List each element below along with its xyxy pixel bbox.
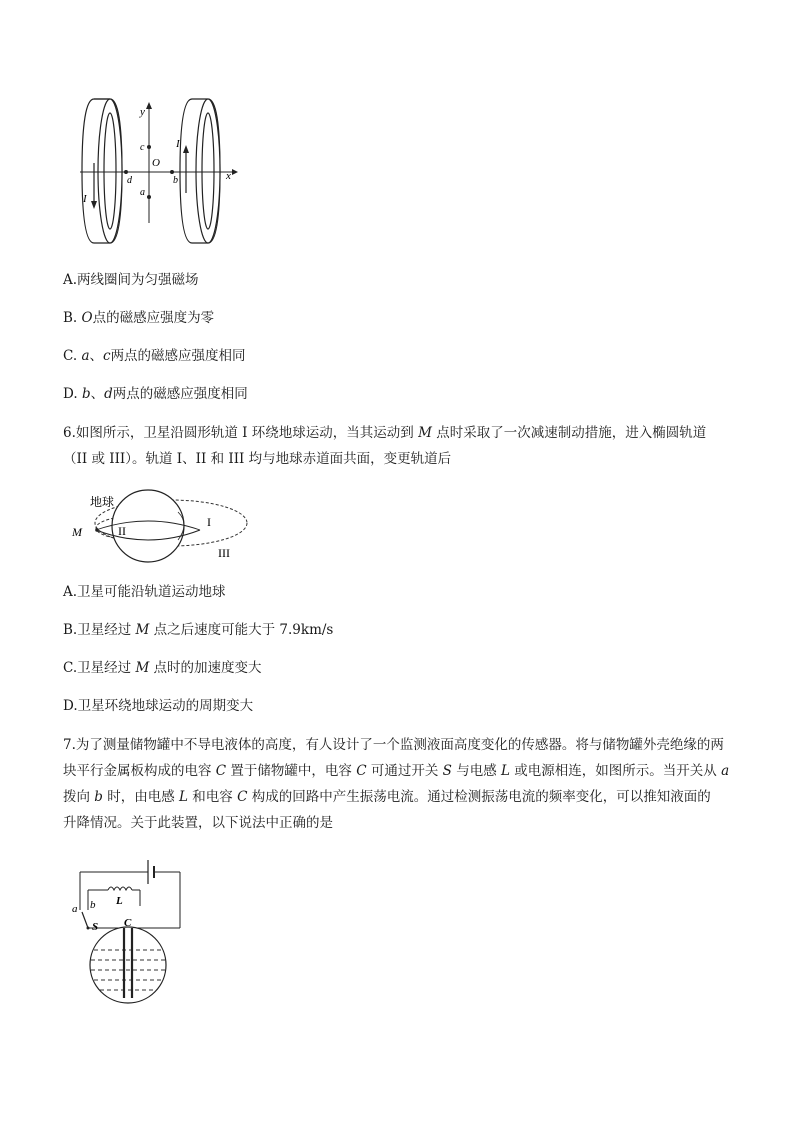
q6-s2: 点时采取了一次减速制动措施，进入椭圆轨道 [431, 425, 707, 441]
q7-l3e: 和电容 [188, 789, 238, 805]
q7-l2d: C [356, 763, 367, 779]
label-L: L [116, 895, 123, 907]
q7-l2b: C [215, 763, 227, 779]
q5-option-d-var1: b [81, 386, 91, 402]
q6-option-b-var: M [135, 622, 150, 638]
q5-option-b-var: O [81, 310, 93, 326]
q6-option-c-post: 点时的加速度变大 [149, 660, 262, 676]
q6-stem-line2: （II 或 III）。轨道 I、II 和 III 均与地球赤道面共面，变更轨道后 [63, 451, 452, 467]
label-y: y [140, 106, 145, 118]
label-S: S [92, 921, 99, 933]
point-d [124, 170, 128, 174]
label-orbit-I: I [207, 515, 211, 529]
q5-option-c-var2: c [103, 348, 111, 364]
q5-option-c [63, 346, 246, 366]
label-orbit-II: II [118, 524, 126, 538]
q5-option-b-prefix: B. [63, 310, 82, 326]
q7-stem [63, 732, 733, 836]
label-current-right: I [176, 138, 180, 150]
q6-stem [63, 420, 733, 472]
label-a: a [140, 187, 145, 198]
q7-l3f: C [237, 789, 248, 805]
q6-option-b [63, 620, 333, 640]
q5-option-d-text: 两点的磁感应强度相同 [112, 386, 248, 402]
q7-l2h: L [501, 763, 510, 779]
q5-option-d-sep: 、 [90, 386, 105, 402]
point-c [147, 145, 151, 149]
q7-l2j: a [721, 763, 730, 779]
coils-figure [80, 93, 250, 248]
q5-option-d [63, 384, 248, 404]
q5-option-c-text: 两点的磁感应强度相同 [110, 348, 246, 364]
switch-blade [82, 912, 88, 928]
q5-option-d-prefix: D. [63, 386, 82, 402]
q6-option-b-pre: B.卫星经过 [63, 622, 136, 638]
q5-option-b [63, 308, 214, 328]
inductor-coil [108, 887, 132, 890]
label-O: O [152, 157, 160, 169]
label-orbit-III: III [218, 546, 230, 560]
point-b [170, 170, 174, 174]
label-b: b [173, 175, 178, 186]
point-a [147, 195, 151, 199]
label-current-left: I [83, 193, 87, 205]
q6-v1: M [418, 425, 432, 441]
q5-option-c-prefix: C. [63, 348, 82, 364]
q5-option-c-sep: 、 [89, 348, 103, 364]
q6-s1: 6.如图所示，卫星沿圆形轨道 I 环绕地球运动，当其运动到 [63, 425, 419, 441]
q7-line1: 7.为了测量储物罐中不导电液体的高度，有人设计了一个监测液面高度变化的传感器。将与储物罐外壳绝缘的两 [63, 737, 724, 753]
label-earth: 地球 [90, 495, 115, 509]
q6-option-b-post: 点之后速度可能大于 7.9km/s [149, 622, 334, 638]
label-C: C [124, 917, 132, 929]
q6-option-a: A.卫星可能沿轨道运动地球 [63, 584, 226, 600]
q7-l2a: 块平行金属板构成的电容 [63, 763, 216, 779]
q7-l3a: 拨向 [63, 789, 95, 805]
q6-option-c-pre: C.卫星经过 [63, 660, 136, 676]
q6-option-d: D.卫星环绕地球运动的周期变大 [63, 698, 254, 714]
label-a: a [72, 903, 78, 915]
q5-option-b-text: 点的磁感应强度为零 [92, 310, 215, 326]
q7-line2 [63, 758, 733, 784]
label-c: c [140, 142, 145, 153]
q7-line4: 升降情况。关于此装置，以下说法中正确的是 [63, 815, 333, 831]
label-b: b [90, 899, 96, 911]
q5-option-d-var2: d [104, 386, 113, 402]
left-coil [82, 99, 122, 243]
q7-line3 [63, 784, 733, 810]
y-axis-arrow [146, 102, 152, 109]
q7-l3d: L [179, 789, 189, 805]
q7-l3g: 构成的回路中产生振荡电流。通过检测振荡电流的频率变化，可以推知液面的 [247, 789, 711, 805]
q6-option-c [63, 658, 262, 678]
q7-l3c: 时，由电感 [102, 789, 180, 805]
q5-option-c-var1: a [81, 348, 90, 364]
q5-option-a: A.两线圈间为匀强磁场 [63, 272, 199, 288]
lc-circuit-figure [68, 850, 188, 1005]
orbit-figure [66, 484, 256, 564]
q6-option-c-var: M [135, 660, 150, 676]
label-M: M [72, 525, 82, 539]
label-d: d [127, 175, 132, 186]
q6-stem-line1 [63, 420, 733, 446]
x-axis-arrow [232, 169, 238, 175]
q7-l2f: S [442, 763, 452, 779]
label-x: x [226, 170, 231, 182]
storage-tank [90, 927, 166, 1003]
q7-l2e: 可通过开关 [366, 763, 443, 779]
q7-l2g: 与电感 [451, 763, 502, 779]
q7-l3b: b [94, 789, 103, 805]
q7-l2c: 置于储物罐中，电容 [226, 763, 357, 779]
point-M [95, 528, 99, 532]
q7-l2i: 或电源相连，如图所示。当开关从 [509, 763, 722, 779]
